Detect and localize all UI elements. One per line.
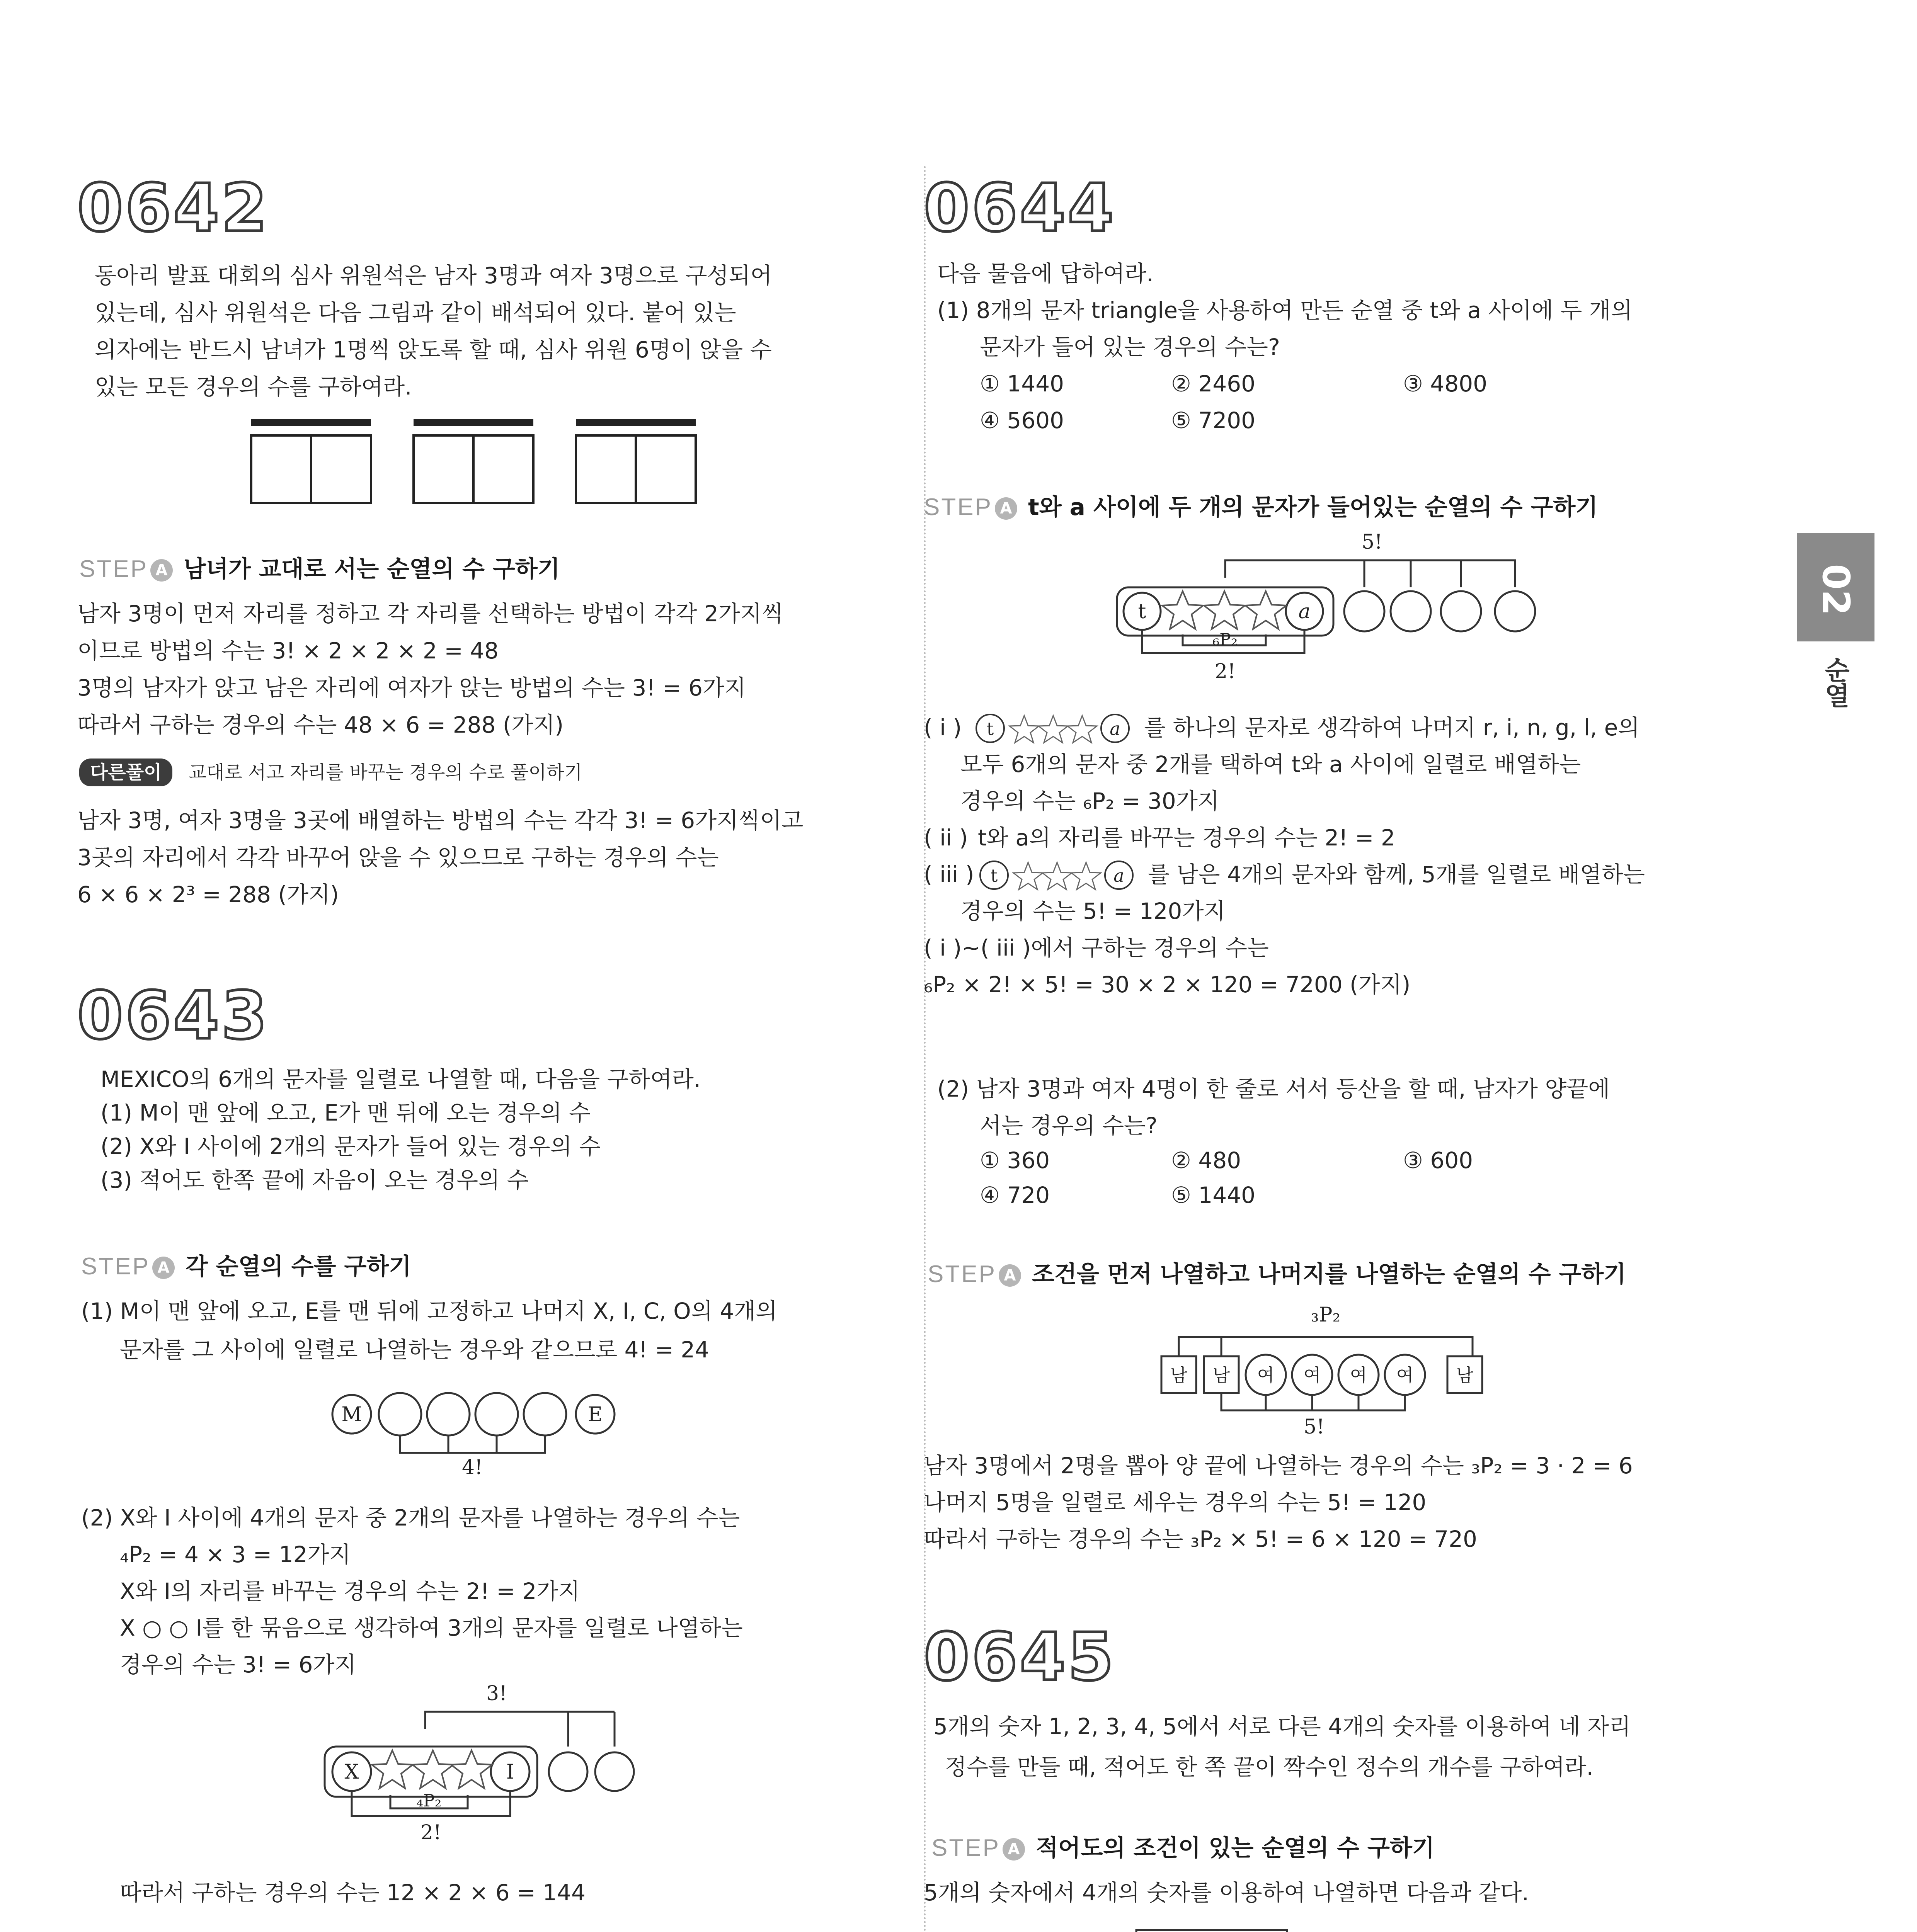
problem-0644-q1-2: 문자가 들어 있는 경우의 수는? bbox=[980, 334, 1280, 360]
diag2-left: X bbox=[344, 1760, 359, 1784]
diag-mw-bottom: 5! bbox=[1304, 1415, 1325, 1439]
svg-text:a: a bbox=[1110, 718, 1120, 739]
q2-choice-2: ② 480 bbox=[1171, 1147, 1241, 1173]
problem-text-0643-1: MEXICO의 6개의 문자를 일렬로 나열할 때, 다음을 구하여라. bbox=[100, 1066, 701, 1092]
diag-t-a-left: t bbox=[1138, 600, 1146, 623]
problem-0645-2: 정수를 만들 때, 적어도 한 쪽 끝이 짝수인 정수의 개수를 구하여라. bbox=[945, 1754, 1594, 1780]
sol1-idx-1: ( i ) bbox=[924, 714, 962, 741]
diag1-bottom: 4! bbox=[462, 1456, 483, 1476]
q1-choice-3: ③ 4800 bbox=[1403, 371, 1488, 397]
diag-mw-cell-4: 여 bbox=[1303, 1365, 1321, 1386]
step-circle: A bbox=[152, 1257, 175, 1279]
diag-mw-cell-6: 여 bbox=[1396, 1365, 1414, 1386]
sol1-text-1: 를 하나의 문자로 생각하여 나머지 r, i, n, g, l, e의 bbox=[1144, 714, 1640, 741]
q2-choice-4: ④ 720 bbox=[980, 1182, 1050, 1208]
diagram-even-odd bbox=[1132, 1926, 1550, 1932]
problem-0644-q2-1: (2) 남자 3명과 여자 4명이 한 줄로 서서 등산을 할 때, 남자가 양끝에 bbox=[937, 1076, 1610, 1102]
problem-text-0642-4: 있는 모든 경우의 수를 구하여라. bbox=[95, 374, 412, 400]
diag2-top: 3! bbox=[486, 1685, 507, 1705]
problem-text-0642-3: 의자에는 반드시 남녀가 1명씩 앉도록 할 때, 심사 위원 6명이 앉을 수 bbox=[95, 337, 772, 363]
svg-text:t: t bbox=[990, 865, 998, 886]
sol1-text-5: 를 남은 4개의 문자와 함께, 5개를 일렬로 배열하는 bbox=[1148, 861, 1645, 888]
sol2-2: 나머지 5명을 일렬로 세우는 경우의 수는 5! = 120 bbox=[924, 1489, 1427, 1515]
sol1-text-3: 경우의 수는 ₆P₂ = 30가지 bbox=[960, 788, 1219, 814]
sol1-text-8: ₆P₂ × 2! × 5! = 30 × 2 × 120 = 7200 (가지) bbox=[924, 971, 1411, 998]
step-circle: A bbox=[995, 497, 1017, 520]
solution-0643-part1-2: 문자를 그 사이에 일렬로 나열하는 경우와 같으므로 4! = 24 bbox=[120, 1337, 710, 1363]
diag-t-a-right: a bbox=[1298, 600, 1311, 623]
alt-title: 교대로 서고 자리를 바꾸는 경우의 수로 풀이하기 bbox=[188, 762, 582, 783]
problem-number-0644: 0644 bbox=[924, 170, 1116, 247]
svg-text:t: t bbox=[986, 718, 994, 739]
mini-t-a-diagram-1 bbox=[974, 711, 1132, 746]
diag1-left: M bbox=[341, 1403, 362, 1426]
diag2-bottom: 2! bbox=[421, 1821, 441, 1844]
problem-number-0642: 0642 bbox=[77, 170, 270, 247]
solution-0643-part2-end: 따라서 구하는 경우의 수는 12 × 2 × 6 = 144 bbox=[120, 1879, 586, 1906]
diag-mw-cell-1: 남 bbox=[1170, 1365, 1188, 1386]
table-bar-1 bbox=[251, 419, 371, 426]
problem-0645-1: 5개의 숫자 1, 2, 3, 4, 5에서 서로 다른 4개의 숫자를 이용하여 네 자리 bbox=[933, 1713, 1631, 1740]
diag-t-a-top: 5! bbox=[1362, 531, 1382, 554]
solution-0642-4: 따라서 구하는 경우의 수는 48 × 6 = 288 (가지) bbox=[77, 712, 564, 738]
step-heading-0642: STEP A 남녀가 교대로 서는 순열의 수 구하기 bbox=[79, 556, 560, 583]
diag-mw-cell-5: 여 bbox=[1350, 1365, 1367, 1386]
sol1-text-2: 모두 6개의 문자 중 2개를 택하여 t와 a 사이에 일렬로 배열하는 bbox=[960, 751, 1581, 777]
solution-0643-part2-5: 경우의 수는 3! = 6가지 bbox=[120, 1651, 356, 1678]
problem-text-0642-2: 있는데, 심사 위원석은 다음 그림과 같이 배석되어 있다. 붙어 있는 bbox=[95, 299, 736, 326]
q1-choice-5: ⑤ 7200 bbox=[1171, 407, 1256, 434]
table-bar-3 bbox=[576, 419, 696, 426]
solution-0643-part1-1: (1) M이 맨 앞에 오고, E를 맨 뒤에 고정하고 나머지 X, I, C, O의 4개의 bbox=[81, 1298, 778, 1324]
svg-text:a: a bbox=[1113, 865, 1124, 886]
sol1-idx-4: ( ii ) bbox=[924, 825, 968, 851]
problem-0644-intro: 다음 물음에 답하여라. bbox=[937, 260, 1154, 287]
problem-text-0643-4: (3) 적어도 한쪽 끝에 자음이 오는 경우의 수 bbox=[100, 1167, 529, 1193]
diag-mw-cell-7: 남 bbox=[1456, 1365, 1474, 1386]
solution-0643-part2-4: X ○ ○ I를 한 묶음으로 생각하여 3개의 문자를 일렬로 나열하는 bbox=[120, 1615, 743, 1641]
solution-0642-1: 남자 3명이 먼저 자리를 정하고 각 자리를 선택하는 방법이 각각 2가지씩 bbox=[77, 600, 783, 627]
chapter-label: 순열 bbox=[1820, 657, 1850, 708]
problem-text-0642-1: 동아리 발표 대회의 심사 위원석은 남자 3명과 여자 3명으로 구성되어 bbox=[95, 262, 772, 289]
step-heading-0644-1: STEP A t와 a 사이에 두 개의 문자가 들어있는 순열의 수 구하기 bbox=[924, 494, 1598, 521]
q2-choice-1: ① 360 bbox=[980, 1147, 1050, 1173]
mini-t-a-diagram-2 bbox=[978, 858, 1136, 893]
solution-0642-3: 3명의 남자가 앉고 남은 자리에 여자가 앉는 방법의 수는 3! = 6가지 bbox=[77, 675, 746, 701]
solution-0643-part2-3: X와 I의 자리를 바꾸는 경우의 수는 2! = 2가지 bbox=[120, 1578, 580, 1604]
sol2-1: 남자 3명에서 2명을 뽑아 양 끝에 나열하는 경우의 수는 ₃P₂ = 3 · 2 = 6 bbox=[924, 1452, 1633, 1479]
step-circle: A bbox=[999, 1264, 1021, 1287]
step-heading-0644-2: STEP A 조건을 먼저 나열하고 나머지를 나열하는 순열의 수 구하기 bbox=[928, 1261, 1626, 1288]
sol2-3: 따라서 구하는 경우의 수는 ₃P₂ × 5! = 6 × 120 = 720 bbox=[924, 1526, 1477, 1552]
diag-mw-cell-2: 남 bbox=[1212, 1365, 1230, 1386]
diag2-right: I bbox=[506, 1760, 514, 1784]
q1-choice-4: ④ 5600 bbox=[980, 407, 1064, 434]
solution-0642-2: 이므로 방법의 수는 3! × 2 × 2 × 2 = 48 bbox=[77, 638, 499, 664]
step-heading-0645: STEP A 적어도의 조건이 있는 순열의 수 구하기 bbox=[931, 1835, 1435, 1862]
sol1-text-4: t와 a의 자리를 바꾸는 경우의 수는 2! = 2 bbox=[978, 825, 1395, 851]
chapter-number: 02 bbox=[1814, 564, 1857, 616]
sol1-text-6: 경우의 수는 5! = 120가지 bbox=[960, 898, 1226, 924]
seating-diagram bbox=[247, 419, 711, 508]
problem-number-0643: 0643 bbox=[77, 978, 270, 1054]
alt-solution-0642-3: 6 × 6 × 2³ = 288 (가지) bbox=[77, 881, 339, 908]
diag-t-a-mid: ₆P₂ bbox=[1212, 630, 1238, 650]
problem-text-0643-3: (2) X와 I 사이에 2개의 문자가 들어 있는 경우의 수 bbox=[100, 1133, 601, 1160]
alt-solution-heading bbox=[79, 757, 582, 786]
diag2-mid: ₄P₂ bbox=[416, 1791, 442, 1811]
step-circle: A bbox=[150, 559, 173, 582]
q2-choice-3: ③ 600 bbox=[1403, 1147, 1473, 1173]
q1-choice-2: ② 2460 bbox=[1171, 371, 1256, 397]
diagram-t-a bbox=[1113, 529, 1554, 692]
alt-solution-0642-1: 남자 3명, 여자 3명을 3곳에 배열하는 방법의 수는 각각 3! = 6가지씩이고 bbox=[77, 807, 804, 833]
problem-0644-q2-2: 서는 경우의 수는? bbox=[980, 1112, 1158, 1139]
sol1-text-7: ( i )~( iii )에서 구하는 경우의 수는 bbox=[924, 935, 1269, 961]
solution-0645-intro: 5개의 숫자에서 4개의 숫자를 이용하여 나열하면 다음과 같다. bbox=[924, 1879, 1529, 1906]
problem-text-0643-2: (1) M이 맨 앞에 오고, E가 맨 뒤에 오는 경우의 수 bbox=[100, 1100, 591, 1126]
sol1-idx-5: ( iii ) bbox=[924, 861, 974, 888]
diag1-right: E bbox=[588, 1403, 603, 1426]
diag-mw-cell-3: 여 bbox=[1257, 1365, 1275, 1386]
table-bar-2 bbox=[414, 419, 533, 426]
problem-number-0645: 0645 bbox=[924, 1619, 1116, 1696]
solution-0643-part2-1: (2) X와 I 사이에 4개의 문자 중 2개의 문자를 나열하는 경우의 수는 bbox=[81, 1505, 740, 1531]
diag-mw-top: ₃P₂ bbox=[1311, 1303, 1341, 1327]
diagram-men-women bbox=[1156, 1298, 1503, 1441]
q1-choice-1: ① 1440 bbox=[980, 371, 1064, 397]
alt-badge: 다른풀이 bbox=[79, 759, 172, 786]
diagram-x-i bbox=[321, 1685, 669, 1851]
problem-0644-q1-1: (1) 8개의 문자 triangle을 사용하여 만든 순열 중 t와 a 사이에 두 개의 bbox=[937, 297, 1633, 323]
step-heading-0643: STEP A 각 순열의 수를 구하기 bbox=[81, 1253, 412, 1280]
diag-t-a-bottom: 2! bbox=[1215, 660, 1236, 683]
chapter-tab bbox=[1797, 533, 1874, 641]
diagram-m-e bbox=[325, 1383, 642, 1476]
alt-solution-0642-2: 3곳의 자리에서 각각 바꾸어 앉을 수 있으므로 구하는 경우의 수는 bbox=[77, 844, 719, 871]
step-circle: A bbox=[1003, 1838, 1025, 1861]
solution-0643-part2-2: ₄P₂ = 4 × 3 = 12가지 bbox=[120, 1541, 351, 1568]
q2-choice-5: ⑤ 1440 bbox=[1171, 1182, 1256, 1208]
